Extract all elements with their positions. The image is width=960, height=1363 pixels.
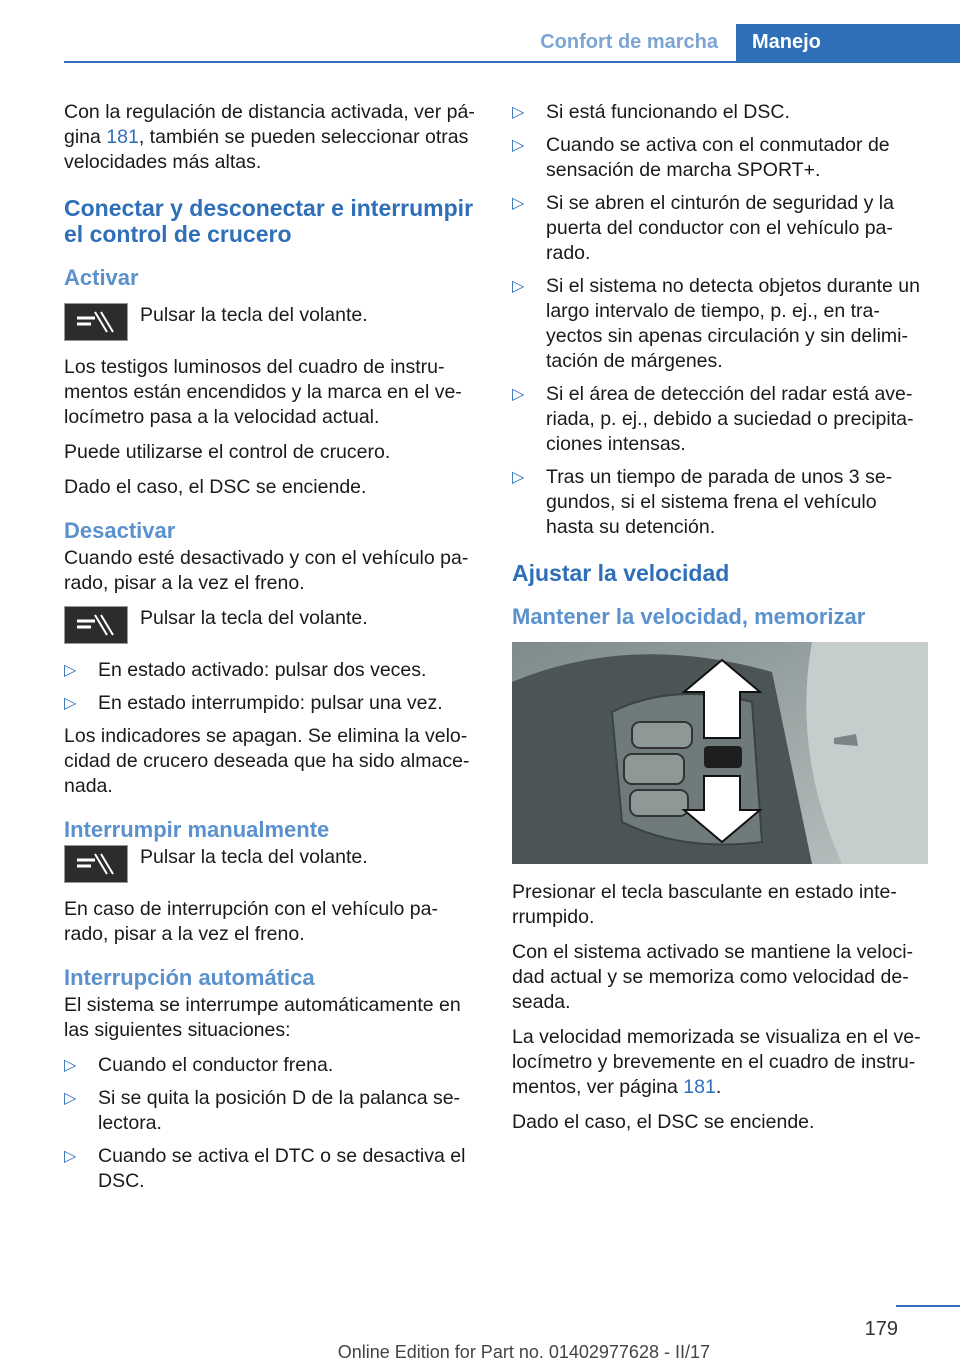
auto-interrupt-list-continued <box>512 100 928 540</box>
key-instruction: Pulsar la tecla del volante. <box>64 606 480 646</box>
list-item: ▷ Si se quita la posición D de la palanca se‐lectora. <box>64 1087 461 1134</box>
right-column <box>512 100 928 1145</box>
section-tab[interactable]: Confort de marcha <box>540 31 718 53</box>
list-item: ▷ Si el área de detección del radar está ave‐riada, p. ej., debido a suciedad o precipita‐ciones intensas. <box>512 383 914 455</box>
triangle-bullet-icon: ▷ <box>64 1057 77 1074</box>
paragraph-indicadores: Los indicadores se apagan. Se elimina la velo‐cidad de crucero deseada que ha sido almace‐nada. <box>64 725 470 797</box>
steering-wheel-illustration <box>512 642 928 864</box>
triangle-bullet-icon: ▷ <box>64 695 77 712</box>
cruise-control-key-icon <box>64 845 128 883</box>
heading-connect: Conectar y desconectar e interrumpir el control de crucero <box>64 195 474 247</box>
list-item: ▷ Si está funcionando el DSC. <box>512 101 790 123</box>
triangle-bullet-icon: ▷ <box>64 1148 77 1165</box>
paragraph-sistema: El sistema se interrumpe automáticamente en las siguientes situaciones: <box>64 994 461 1041</box>
paragraph-presionar: Presionar el tecla basculante en estado inte‐rrumpido. <box>512 881 897 928</box>
list-item: ▷ Cuando el conductor frena. <box>64 1054 334 1076</box>
cruise-control-key-icon <box>64 606 128 644</box>
chapter-tab[interactable]: Manejo <box>736 24 960 63</box>
paragraph-desactivado: Cuando esté desactivado y con el vehículo pa‐rado, pisar a la vez el freno. <box>64 547 469 594</box>
paragraph-interrupcion: En caso de interrupción con el vehículo pa‐rado, pisar a la vez el freno. <box>64 898 438 945</box>
paragraph-con-sistema: Con el sistema activado se mantiene la veloci‐dad actual y se memoriza como velocidad de‐seada. <box>512 941 914 1013</box>
heading-manual: Interrumpir manualmente <box>64 817 330 842</box>
list-item: ▷ Si se abren el cinturón de seguridad y la puerta del conductor con el vehículo pa‐rado. <box>512 192 894 264</box>
page-number: 179 <box>864 1318 898 1340</box>
cruise-control-key-icon <box>64 303 128 341</box>
triangle-bullet-icon: ▷ <box>512 278 525 295</box>
heading-activate: Activar <box>64 265 139 290</box>
key-instruction: Pulsar la tecla del volante. <box>64 303 480 343</box>
left-column <box>64 100 480 1202</box>
paragraph-memorizada: La velocidad memorizada se visualiza en el ve‐locímetro y brevemente en el cuadro de instru‐mentos, ver página 181. <box>512 1026 921 1098</box>
list-item: ▷ En estado activado: pulsar dos veces. <box>64 659 427 681</box>
paragraph-dsc: Dado el caso, el DSC se enciende. <box>64 476 367 498</box>
paragraph-puede: Puede utilizarse el control de crucero. <box>64 441 391 463</box>
list-item: ▷ Si el sistema no detecta objetos durante un largo intervalo de tiempo, p. ej., en tra‐yectos sin apenas circulación y sin delimi‐tación de márgenes. <box>512 275 920 372</box>
list-item: ▷ En estado interrumpido: pulsar una vez. <box>64 692 443 714</box>
heading-auto: Interrupción automática <box>64 965 315 990</box>
triangle-bullet-icon: ▷ <box>512 104 525 121</box>
triangle-bullet-icon: ▷ <box>64 1090 77 1107</box>
list-item: ▷ Cuando se activa con el conmutador de sensación de marcha SPORT+. <box>512 134 890 181</box>
page-header <box>0 24 960 62</box>
deactivate-list <box>64 658 480 716</box>
paragraph-distance: Con la regulación de distancia activada, ver pá‐gina 181, también se pueden seleccionar otras velocidades más altas. <box>64 101 475 173</box>
list-item: ▷ Cuando se activa el DTC o se desactiva el DSC. <box>64 1145 466 1192</box>
header-rule <box>64 61 960 63</box>
triangle-bullet-icon: ▷ <box>512 469 525 486</box>
footer-rule <box>896 1305 960 1307</box>
triangle-bullet-icon: ▷ <box>512 137 525 154</box>
paragraph-testigos: Los testigos luminosos del cuadro de instru‐mentos están encendidos y la marca en el ve‐locímetro pasa a la velocidad actual. <box>64 356 462 428</box>
page-link[interactable]: 181 <box>683 1076 716 1098</box>
heading-speed: Ajustar la velocidad <box>512 560 730 586</box>
triangle-bullet-icon: ▷ <box>64 662 77 679</box>
auto-interrupt-list <box>64 1053 480 1194</box>
triangle-bullet-icon: ▷ <box>512 195 525 212</box>
edition-line: Online Edition for Part no. 01402977628 - II/17 <box>337 1342 710 1362</box>
triangle-bullet-icon: ▷ <box>512 386 525 403</box>
paragraph-dsc: Dado el caso, el DSC se enciende. <box>512 1111 815 1133</box>
heading-keep: Mantener la velocidad, memorizar <box>512 604 866 629</box>
list-item: ▷ Tras un tiempo de parada de unos 3 se‐gundos, si el sistema frena el vehículo hasta su detención. <box>512 466 893 538</box>
page-link[interactable]: 181 <box>106 126 139 148</box>
heading-deactivate: Desactivar <box>64 518 176 543</box>
key-instruction: Pulsar la tecla del volante. <box>64 845 480 885</box>
